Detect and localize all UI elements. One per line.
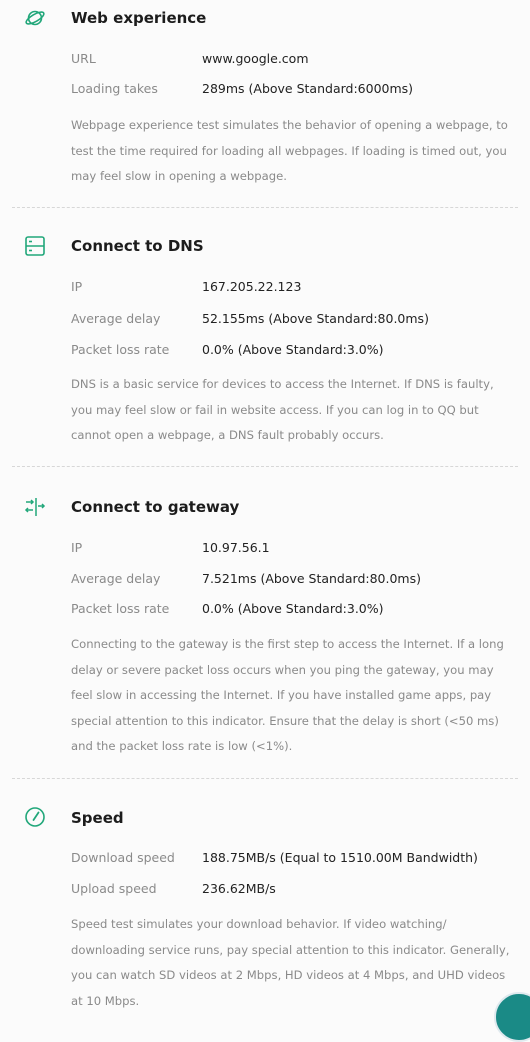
dns-description: DNS is a basic service for devices to access the Internet. If DNS is faulty, you may feel slow or fail in website access. If you can log in to QQ but cannot open a webpage, a DNS fault probably occurs. [71, 377, 494, 442]
section-divider [12, 207, 518, 208]
gateway-loss-row [71, 601, 511, 621]
gateway-delay-row [71, 571, 511, 591]
server-icon [24, 235, 46, 257]
gateway-icon [24, 496, 46, 518]
floating-action-button[interactable] [494, 992, 530, 1042]
delay-label: Average delay [71, 311, 161, 326]
section-title: Connect to gateway [71, 498, 240, 516]
web-description: Webpage experience test simulates the behavior of opening a webpage, to test the time required for loading all webpages. If loading is timed out, you may feel slow in opening a webpage. [71, 118, 508, 183]
ip-value: 167.205.22.123 [202, 279, 302, 294]
planet-icon [24, 7, 46, 29]
dns-ip-row [71, 279, 511, 299]
download-label: Download speed [71, 850, 175, 865]
url-row [71, 51, 511, 71]
url-label: URL [71, 51, 96, 66]
ip-label: IP [71, 279, 83, 294]
loading-label: Loading takes [71, 81, 158, 96]
loss-label: Packet loss rate [71, 342, 170, 357]
url-value: www.google.com [202, 51, 309, 66]
speedometer-icon [24, 806, 46, 828]
upload-row [71, 881, 511, 901]
gateway-description: Connecting to the gateway is the first step to access the Internet. If a long delay or severe packet loss occurs when you ping the gateway, you may feel slow in accessing the Internet. If you have installed game apps, pay special attention to this indicator. Ensure that the delay is short (<50 ms) and the packet loss rate is low (<1%). [71, 637, 504, 753]
loading-value: 289ms (Above Standard:6000ms) [202, 81, 414, 96]
loss-value: 0.0% (Above Standard:3.0%) [202, 342, 384, 357]
section-title: Speed [71, 809, 124, 827]
delay-value: 7.521ms (Above Standard:80.0ms) [202, 571, 421, 586]
download-row [71, 850, 511, 870]
ip-value: 10.97.56.1 [202, 540, 270, 555]
section-divider [12, 466, 518, 467]
gateway-ip-row [71, 540, 511, 560]
download-value: 188.75MB/s (Equal to 1510.00M Bandwidth) [202, 850, 478, 865]
dns-loss-row [71, 342, 511, 362]
ip-label: IP [71, 540, 83, 555]
loading-row [71, 81, 511, 101]
section-title: Web experience [71, 9, 207, 27]
delay-label: Average delay [71, 571, 161, 586]
loss-label: Packet loss rate [71, 601, 170, 616]
upload-value: 236.62MB/s [202, 881, 276, 896]
section-divider [12, 778, 518, 779]
speed-description: Speed test simulates your download behavior. If video watching/ downloading service runs, pay special attention to this indicator. Generally, you can watch SD videos at 2 Mbps, HD videos at 4 Mbps, and UHD videos at 10 Mbps. [71, 917, 510, 1008]
section-title: Connect to DNS [71, 237, 204, 255]
loss-value: 0.0% (Above Standard:3.0%) [202, 601, 384, 616]
upload-label: Upload speed [71, 881, 157, 896]
dns-delay-row [71, 311, 511, 331]
delay-value: 52.155ms (Above Standard:80.0ms) [202, 311, 429, 326]
